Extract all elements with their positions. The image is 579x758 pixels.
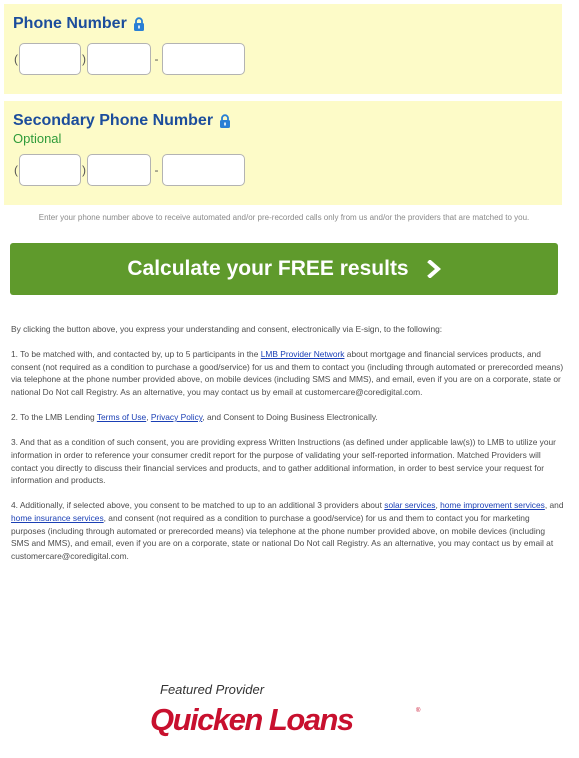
legal-text: 1. To be matched with, and contacted by, up to 5 participants in the xyxy=(11,349,261,360)
phone-area-code-input[interactable] xyxy=(19,43,81,75)
secondary-phone-section xyxy=(4,101,562,205)
call-consent-text: Enter your phone number above to receive automated and/or pre-recorded calls only from us and/or the providers that are matched to you. xyxy=(38,213,530,222)
secondary-prefix-input[interactable] xyxy=(87,154,151,186)
phone-number-inputs xyxy=(13,43,553,75)
home-improvement-services-link[interactable]: home improvement services xyxy=(440,500,545,511)
secondary-phone-label: Secondary Phone Number xyxy=(13,112,214,129)
phone-number-title xyxy=(13,14,553,33)
phone-line-number-input[interactable] xyxy=(162,43,245,75)
registered-mark: ® xyxy=(416,708,421,714)
home-insurance-services-link[interactable]: home insurance services xyxy=(11,512,104,523)
legal-text: about mortgage and financial services products, and consent (not required as a condition to purchase a good/service) for us and them to contact you (including through automated or prerecorded means) via telephone at the phone number provided above, on mobile devices (including SMS and MMS), and email, even if you are on a corporate, state or national Do Not call Registry. As an alternative, you may contact us by email at customercare@coredigital.com. xyxy=(11,349,564,397)
legal-paragraph-2 xyxy=(11,411,564,424)
quicken-loans-logo xyxy=(150,702,440,742)
open-paren: ( xyxy=(14,163,18,177)
featured-provider-label: Featured Provider xyxy=(160,682,265,697)
calculate-results-button[interactable] xyxy=(10,243,558,295)
legal-intro: By clicking the button above, you express your understanding and consent, electronically via E-sign, to the following: xyxy=(11,324,443,334)
phone-prefix-input[interactable] xyxy=(87,43,151,75)
logo-text: Quicken Loans xyxy=(150,702,353,737)
close-paren: ) xyxy=(82,163,86,177)
legal-text: 4. Additionally, if selected above, you consent to be matched to up to an additional 3 providers about xyxy=(11,500,385,511)
legal-paragraph-1 xyxy=(11,348,564,398)
optional-label: Optional xyxy=(13,131,62,146)
legal-text: , and Consent to Doing Business Electronically. xyxy=(202,412,378,423)
legal-text: , xyxy=(435,500,441,511)
lmb-provider-network-link[interactable]: LMB Provider Network xyxy=(260,349,345,360)
chevron-right-icon xyxy=(427,260,441,278)
lock-icon xyxy=(133,17,145,31)
phone-number-section xyxy=(4,4,562,94)
phone-dash: - xyxy=(154,52,159,66)
legal-text: 2. To the LMB Lending xyxy=(11,412,97,423)
secondary-phone-title xyxy=(13,111,553,130)
legal-text: , xyxy=(146,412,151,423)
terms-of-use-link[interactable]: Terms of Use xyxy=(96,412,147,423)
lock-icon xyxy=(219,114,231,128)
solar-services-link[interactable]: solar services xyxy=(384,500,436,511)
close-paren: ) xyxy=(82,52,86,66)
legal-paragraph-3: 3. And that as a condition of such consent, you are providing express Written Instructions (as defined under applicable law(s)) to LMB to utilize your information in order to reference your consumer credit report for the purpose of validating your self-reported information. Matched Providers will contact you directly to discuss their financial services and products, and to gather additional information, in order to best service your request for information and products. xyxy=(11,437,556,486)
legal-paragraph-4 xyxy=(11,499,564,562)
secondary-area-code-input[interactable] xyxy=(19,154,81,186)
open-paren: ( xyxy=(14,52,18,66)
secondary-phone-inputs xyxy=(13,154,553,186)
legal-disclosure xyxy=(11,323,564,575)
phone-dash: - xyxy=(154,163,159,177)
secondary-line-number-input[interactable] xyxy=(162,154,245,186)
legal-text: , and consent (not required as a condition to purchase a good/service) for us and them to contact you for marketing purposes (including through automated or prerecorded means) via telephone at the phone number provided above, on mobile devices (including SMS and MMS), and email, even if you are on a corporate, state or national Do Not call Registry. As an alternative, you may contact us by email at customercare@coredigital.com. xyxy=(11,512,554,561)
privacy-policy-link[interactable]: Privacy Policy xyxy=(150,412,203,423)
calculate-button-label: Calculate your FREE results xyxy=(127,257,409,280)
legal-text: , and xyxy=(544,500,564,511)
phone-number-label: Phone Number xyxy=(13,15,127,32)
